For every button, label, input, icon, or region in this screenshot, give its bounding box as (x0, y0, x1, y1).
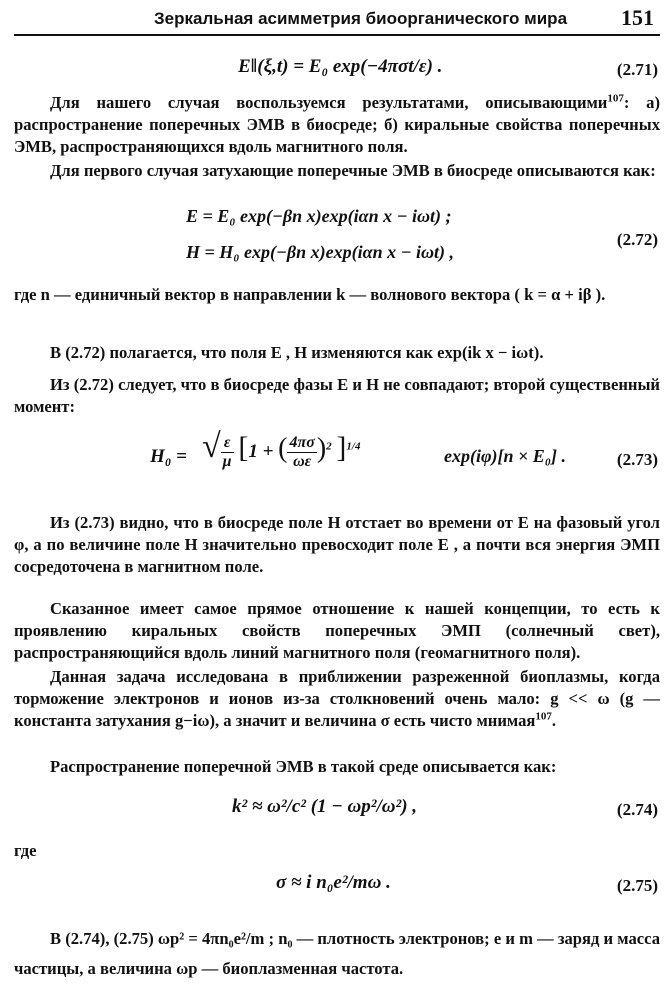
paragraph-lag: Из (2.73) видно, что в биосреде поле H отстает во времени от E на фазовый угол φ, а по величине поле H значительно превосходит поле E , а почти вся энергия ЭМП сосредоточена в магнитном поле. (14, 513, 660, 576)
paragraph-where-n: где n — единичный вектор в направлении k — волнового вектора ( k = α + iβ ). (14, 285, 606, 304)
equation-number-2-71: (2.71) (616, 60, 658, 79)
equation-2-73-root: √ $\frac{\varepsilon}{\mu}$ [1 + ( $\frac{4\pi\sigma}{\omega\varepsilon}$ )$^2$ ]$^{1/4}$ (202, 428, 361, 471)
equation-2-72-line1: E = E₀ exp(−βn x)exp(iαn x − iωt) ; (186, 206, 452, 226)
paragraph-concept: Сказанное имеет самое прямое отношение к нашей концепции, то есть к проявлению киральных свойств поперечных ЭМП (солнечный свет), распространяющийся вдоль линий магнитного поля (геомагнитного поля). (14, 599, 660, 662)
equation-2-71: E‖(ξ,t) = E₀ exp(−4πσt/ε) . (238, 56, 443, 77)
paragraph-biplasma: Данная задача исследована в приближении разреженной биоплазмы, когда торможение электронов и ионов из-за столкновений очень мало: g << ω (g — константа затухания g−iω), а значит и величина σ есть чисто мнимая$^{107}$. (14, 667, 660, 730)
paragraph-definitions: В (2.74), (2.75) ωp² = 4πn₀e²/m ; n₀ — плотность электронов; e и m — заряд и масса частицы, а величина ωp — биоплазменная частота. (14, 929, 660, 978)
paragraph-text: а) распространение поперечных ЭМВ в биосреде; б) киральные свойства поперечных ЭМВ, распространяющихся вдоль магнитного поля. (14, 93, 660, 156)
equation-2-73-lhs: H₀ = (150, 446, 187, 467)
paragraph-where: где (14, 841, 37, 860)
equation-number-2-73: (2.73) (616, 450, 658, 469)
page-number: 151 (621, 5, 654, 30)
paragraph-text: Данная задача исследована в приближении разреженной биоплазмы, когда торможение электронов и ионов из-за столкновений очень мало: g << ω (g — константа затухания g−iω), а значит и величина σ есть чисто мнимая (14, 667, 660, 730)
equation-2-74: k² ≈ ω²/c² (1 − ωp²/ω²) , (232, 796, 418, 817)
running-title: Зеркальная асимметрия биоорганического мира (154, 9, 568, 28)
equation-2-73-rhs: exp(iφ)[n × E₀] . (444, 446, 567, 466)
paragraph-propagation: Распространение поперечной ЭМВ в такой среде описывается как: (50, 757, 557, 776)
equation-number-2-72: (2.72) (616, 230, 658, 249)
equation-2-72-line2: H = H₀ exp(−βn x)exp(iαn x − iωt) , (186, 242, 455, 262)
equation-number-2-75: (2.75) (616, 876, 658, 895)
paragraph-fields-vary: В (2.72) полагается, что поля E , H изменяются как exp(ik x − iωt). (50, 343, 544, 362)
equation-2-75: σ ≈ i n₀e²/mω . (276, 872, 391, 893)
reference-marker: 107 (607, 92, 624, 105)
paragraph-first-case: Для первого случая затухающие поперечные ЭМВ в биосреде описываются как: (50, 161, 656, 180)
paragraph-results: Для нашего случая воспользуемся результатами, описывающими$^{107}$: а) распространение поперечных ЭМВ в биосреде; б) киральные свойства поперечных ЭМВ, распространяющихся вдоль магнитного поля. (14, 92, 660, 156)
equation-number-2-74: (2.74) (616, 800, 658, 819)
paragraph-text: Для нашего случая воспользуемся результатами, описывающими (50, 93, 608, 112)
paragraph-phases: Из (2.72) следует, что в биосреде фазы E и H не совпадают; второй существенный момент: (14, 375, 660, 416)
reference-marker: 107 (535, 710, 552, 723)
page-header (14, 4, 660, 36)
